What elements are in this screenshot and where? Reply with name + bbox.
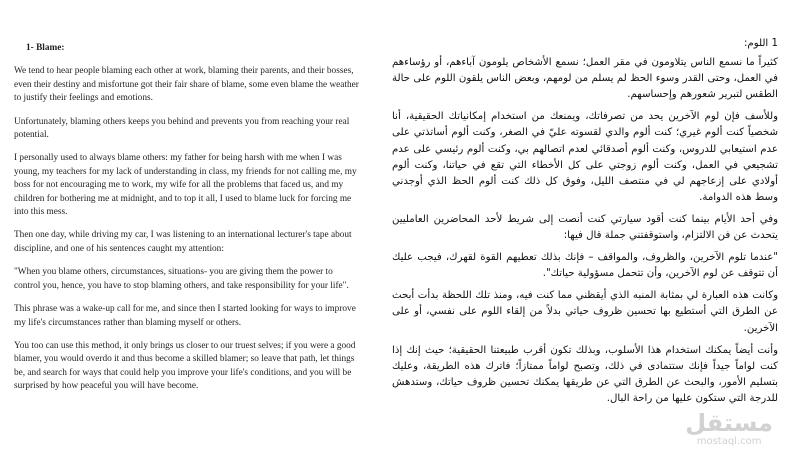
watermark-brand-url: mostaql.com [696,436,762,447]
arabic-heading: 1 اللوم: [743,38,778,49]
arabic-column [392,36,778,413]
arabic-paragraph: وفي أحد الأيام بينما كنت أقود سيارتي كنت أنصت إلى شريط لأحد المحاضرين العامليين يتحدث عن فن الالتزام، واستوقفتني جملة قال فيها: [392,213,778,242]
english-column [14,42,360,404]
arabic-paragraph: وكانت هذه العبارة لي بمثابة المنبه الذي أيقظني مما كنت فيه، ومنذ تلك اللحظة بدأت أبحث عن الطرق التي أستطيع بها تحسين ظروف حياتي بدلاً من إلقاء اللوم على نفسي، أو على الآخرين. [392,290,778,334]
mostaql-watermark [685,410,773,448]
arabic-paragraph: كثيراً ما نسمع الناس يتلاومون في مقر العمل؛ نسمع الأشخاص يلومون آباءهم، أو رؤساءهم في العمل، وحتى القدر وسوء الحظ لم يسلم من لومهم، وبعض الناس يلقون اللوم على حالة الطقس لتبرير شعورهم وإحساسهم. [392,57,778,101]
english-quote: "When you blame others, circumstances, situations- you are giving them the power to control you, hence, you have to stop blaming others, and take responsibility for your life". [14,267,349,291]
english-paragraph: I personally used to always blame others: my father for being harsh with me when I was young, my teachers for my lack of understanding in class, my friends for not calling me, my boss for not encouraging me to work, my wife for all the problems that faced us, and my children for bothering me at midnight, and to top it all, I used to blame luck for forcing me into this mess. [14,153,357,218]
arabic-paragraph: وللأسف فإن لوم الآخرين يحد من تصرفاتك، ويمنعك من استخدام إمكانياتك الحقيقية، أنا شخصياً كنت ألوم غيري؛ كنت ألوم والدي لقسوته عليّ في الصغر، وكنت ألوم أساتذتي على عدم استيعابي للدروس، وكنت ألوم أصدقائي لعدم اتصالهم بي، وكنت ألوم رئيسي على عدم تشجيعي في العمل، وكنت ألوم زوجتي على كل الأخطاء التي تقع في حياتنا، وكنت ألوم أولادي على إزعاجهم لي في منتصف الليل، وفوق كل ذلك كنت ألوم الحظ الذي أوجدني وسط هذه الدوامة. [392,111,778,203]
english-paragraph: Unfortunately, blaming others keeps you behind and prevents you from reaching your real potential. [14,116,350,141]
arabic-paragraph: وأنت أيضاً يمكنك استخدام هذا الأسلوب، وبذلك تكون أقرب طبيعتنا الحقيقية؛ حيث إنك إذا كنت لواماً جيداً فإنك ستتمادى في ذلك، وتصبح لواماً ممتازاً؛ فاترك هذه الطريقة، وعليك بتسليم الأمور، والبحث عن الطرق التي عن طريقها يمكنك تحسين ظروف حياتك، وستدهش للدرجة التي ستكون عليها من راحة البال. [392,344,778,404]
watermark-brand-arabic: مستقل [685,409,773,437]
english-heading: 1- Blame: [26,43,65,53]
english-paragraph: We tend to hear people blaming each other at work, blaming their parents, and their bosses, even their destiny and misfortune got their fair share of blame, some even blame the weather to justify their feelings and emotions. [14,66,359,104]
english-paragraph: Then one day, while driving my car, I was listening to an international lecturer's tape about discipline, and one of his sentences caught my attention: [14,230,352,254]
arabic-quote: "عندما تلوم الآخرين، والظروف، والمواقف – فإنك بذلك تعطيهم القوة لقهرك، فيجب عليك أن تتوقف عن لوم الآخرين، وأن تتحمل مسؤولية حياتك". [392,252,778,280]
english-paragraph: This phrase was a wake-up call for me, and since then I started looking for ways to improve my life's circumstances rather than blaming myself or others. [14,304,356,328]
english-paragraph: You too can use this method, it only brings us closer to our truest selves; if you were a good blamer, you would overdo it and thus become a skilled blamer; so leave that path, let things be, and search for ways that could help you improve your life's conditions, and you will be surprised by how peaceful you will have become. [14,340,356,392]
